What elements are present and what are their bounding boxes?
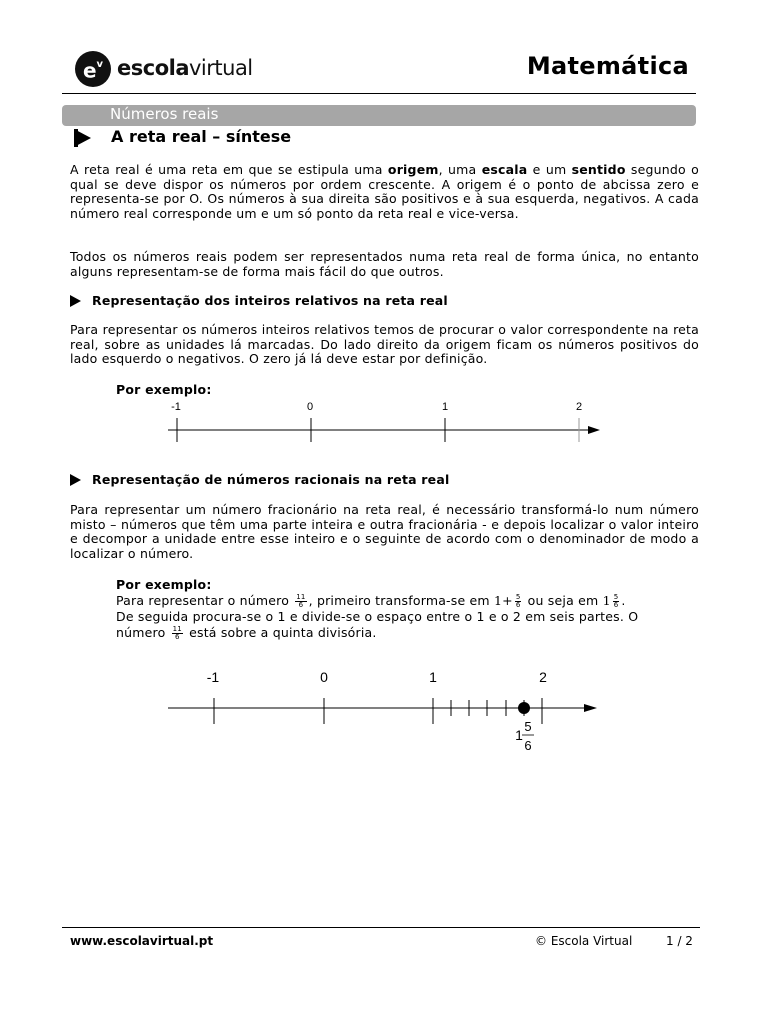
subject-title: Matemática bbox=[526, 52, 689, 80]
point-label-integer: 1 bbox=[515, 727, 523, 743]
rational-number-line bbox=[160, 664, 610, 764]
intro-paragraph-1: A reta real é uma reta em que se estipula uma origem, uma escala e um sentido segundo o qual se deve dispor os números por ordem crescente. A origem é o ponto de abcissa zero e representa-se por O. Os números à sua direita são positivos e à sua esquerda, negativos. A cada número real corresponde um e um só ponto da reta real e vice-versa. bbox=[70, 162, 699, 221]
footer-divider bbox=[62, 927, 700, 928]
mixed-fraction-5-6: $\frac{5}{6}$ bbox=[613, 593, 619, 609]
bullet-arrow-icon bbox=[70, 474, 81, 486]
logo-mark: $e^v$ bbox=[75, 51, 111, 87]
integers-paragraph: Para representar os números inteiros relativos temos de procurar o valor correspondente na reta real, sobre as unidades lá marcadas. Do lado direito da origem ficam os números positivos do lado esquerdo o negativos. O zero já lá deve estar por definição. bbox=[70, 322, 699, 367]
rational-tick-label: 0 bbox=[320, 669, 328, 685]
rational-tick-label: 1 bbox=[429, 669, 437, 685]
rationals-example-text bbox=[116, 593, 676, 641]
integer-tick-label: -1 bbox=[171, 401, 181, 413]
integers-heading: Representação dos inteiros relativos na reta real bbox=[92, 293, 448, 308]
integer-axis-arrow-icon bbox=[588, 426, 600, 434]
rationals-example-label: Por exemplo: bbox=[116, 577, 212, 592]
footer-page-number: 1 / 2 bbox=[666, 934, 693, 948]
header-divider bbox=[62, 93, 696, 94]
rational-tick-label: 2 bbox=[539, 669, 547, 685]
rational-tick-label: -1 bbox=[206, 669, 220, 685]
integer-tick-label: 2 bbox=[575, 401, 583, 413]
fraction-11-6: $\frac{11}{6}$ bbox=[296, 593, 306, 609]
rational-axis-arrow-icon bbox=[584, 704, 597, 712]
logo-wordmark: escolavirtual bbox=[117, 56, 253, 80]
bullet-arrow-icon bbox=[70, 295, 81, 307]
fraction-11-6: $\frac{11}{6}$ bbox=[172, 625, 182, 641]
integer-number-line bbox=[160, 398, 610, 446]
marked-point-dot bbox=[518, 702, 530, 714]
footer-url[interactable]: www.escolavirtual.pt bbox=[70, 934, 214, 948]
point-label-numerator: 5 bbox=[524, 719, 532, 734]
example-line-3: número $\frac{11}{6}$ está sobre a quinta divisória. bbox=[116, 625, 377, 641]
integer-tick-label: 1 bbox=[441, 401, 449, 413]
example-line-1: Para representar o número $\frac{11}{6}$ , primeiro transforma-se em 1+ $\frac{5}{6}$ ou seja em 1 $\frac{5}{6}$ . bbox=[116, 593, 626, 609]
section-band-label: Números reais bbox=[110, 105, 219, 123]
fraction-5-6: $\frac{5}{6}$ bbox=[515, 593, 521, 609]
title-bullet-icon bbox=[74, 129, 91, 147]
footer-copyright: © Escola Virtual bbox=[535, 934, 633, 948]
point-label-denominator: 6 bbox=[524, 738, 532, 753]
page-title: A reta real – síntese bbox=[111, 127, 292, 146]
rationals-heading: Representação de números racionais na reta real bbox=[92, 472, 450, 487]
integers-example-label: Por exemplo: bbox=[116, 382, 212, 397]
rationals-paragraph: Para representar um número fracionário na reta real, é necessário transformá-lo num número misto – números que têm uma parte inteira e outra fracionária - e depois localizar o valor inteiro e decompor a unidade entre esse inteiro e o seguinte de acordo com o denominador de modo a localizar o número. bbox=[70, 502, 699, 561]
intro-paragraph-2: Todos os números reais podem ser representados numa reta real de forma única, no entanto alguns representam-se de forma mais fácil do que outros. bbox=[70, 249, 699, 279]
example-line-2: De seguida procura-se o 1 e divide-se o espaço entre o 1 e o 2 em seis partes. O bbox=[116, 609, 639, 624]
integer-tick-label: 0 bbox=[306, 401, 314, 413]
